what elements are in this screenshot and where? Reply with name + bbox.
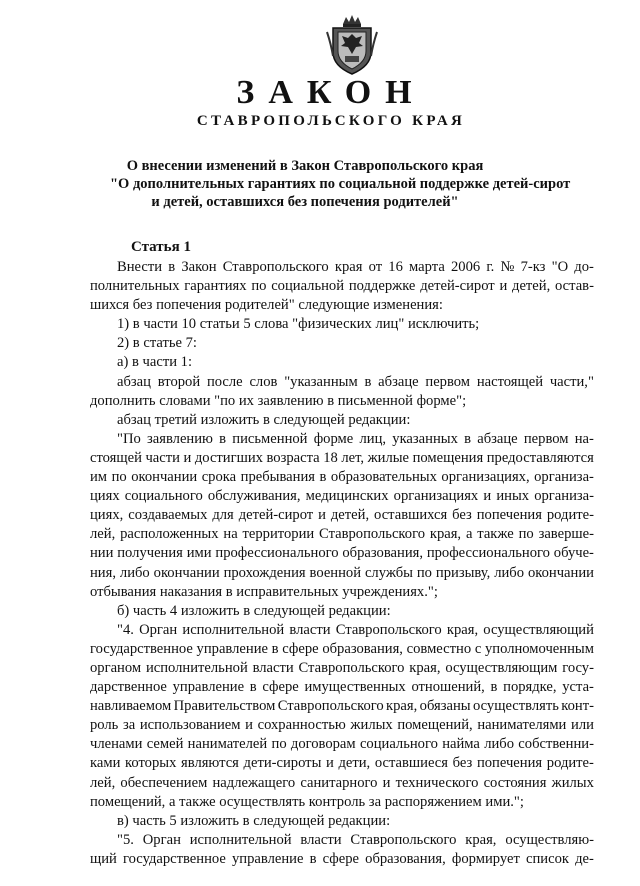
document-title: ЗАКОН [236, 74, 426, 111]
text-line: государственное управление в сфере образования, совместно с уполномоченным [90, 640, 594, 657]
text-line: полнительных гарантиях по социальной поддержке детей-сирот и детей, остав- [90, 278, 594, 295]
text-line: циях социального обслуживания, медицинских организациях и иных организа- [90, 488, 594, 505]
text-line: ния, либо окончании прохождения военной службы по призыву, либо окончании [90, 564, 594, 581]
coat-of-arms-icon [325, 14, 379, 76]
text-line: абзац второй после слов "указанным в абзаце первом настоящей части," [117, 373, 594, 390]
text-line: ками которых являются дети-сироты и дети, оставшиеся без попечения родите- [90, 755, 594, 772]
text-line: в) часть 5 изложить в следующей редакции: [117, 812, 391, 829]
text-line: циях, создаваемых для детей-сирот и детей, оставшихся без попечения родите- [90, 507, 594, 524]
heading-line: и детей, оставшихся без попечения родителей" [151, 194, 459, 210]
text-line: помещений, а также осуществлять контроль за распоряжением ими."; [90, 793, 524, 810]
text-line: стоящей части и достигших возраста 18 лет, жилые помещения предоставляются [90, 449, 594, 466]
text-line: дополнить словами "по их заявлению в письменной форме"; [90, 392, 467, 409]
text-line: дарственное управление в сфере имущественных отношений, в порядке, уста- [90, 679, 594, 696]
text-line: "5. Орган исполнительной власти Ставропольского края, осуществляю- [117, 831, 594, 848]
text-line: б) часть 4 изложить в следующей редакции: [117, 602, 391, 619]
document-subtitle: СТАВРОПОЛЬСКОГО КРАЯ [196, 113, 466, 129]
text-line: им по окончании срока пребывания в образовательных организациях, организа- [90, 469, 594, 486]
text-line: 2) в статье 7: [117, 335, 197, 352]
article-title: Статья 1 [131, 239, 191, 255]
text-line: лей, расположенных на территории Ставропольского края, а также по заверше- [90, 526, 594, 543]
text-line: а) в части 1: [117, 354, 193, 371]
text-line: шихся без попечения родителей" следующие изменения: [90, 297, 443, 314]
text-line: Внести в Закон Ставропольского края от 16 марта 2006 г. № 7-кз "О до- [117, 259, 594, 275]
text-line: навливаемом Правительством Ставропольского края, обязаны осуществлять конт- [90, 698, 594, 715]
text-line: нии получения ими профессионального образования, профессионального обуче- [90, 545, 594, 562]
article-body [90, 258, 594, 869]
text-line: 1) в части 10 статьи 5 слова "физических лиц" исключить; [117, 316, 480, 333]
text-line: роль за использованием и сохранностью жилых помещений, нанимателями или [90, 717, 594, 734]
text-line: "4. Орган исполнительной власти Ставропольского края, осуществляющий [117, 621, 594, 638]
text-line: щий государственное управление в сфере образования, формирует список де- [90, 850, 594, 867]
heading-line: "О дополнительных гарантиях по социальной поддержке детей-сирот [110, 176, 571, 192]
law-heading [110, 157, 571, 211]
text-line: "По заявлению в письменной форме лиц, указанных в абзаце первом на- [117, 430, 594, 447]
text-line: членами семей нанимателей по договорам социального найма либо собственни- [90, 736, 594, 753]
text-line: органом исполнительной власти Ставропольского края, осуществляющим госу- [90, 659, 594, 676]
text-line: лей, обеспечением надлежащего санитарного и технического состояния жилых [90, 774, 594, 791]
text-line: отбывания наказания в исправительных учреждениях."; [90, 583, 438, 600]
heading-line: О внесении изменений в Закон Ставропольского края [126, 158, 484, 174]
text-line: абзац третий изложить в следующей редакции: [117, 411, 411, 428]
